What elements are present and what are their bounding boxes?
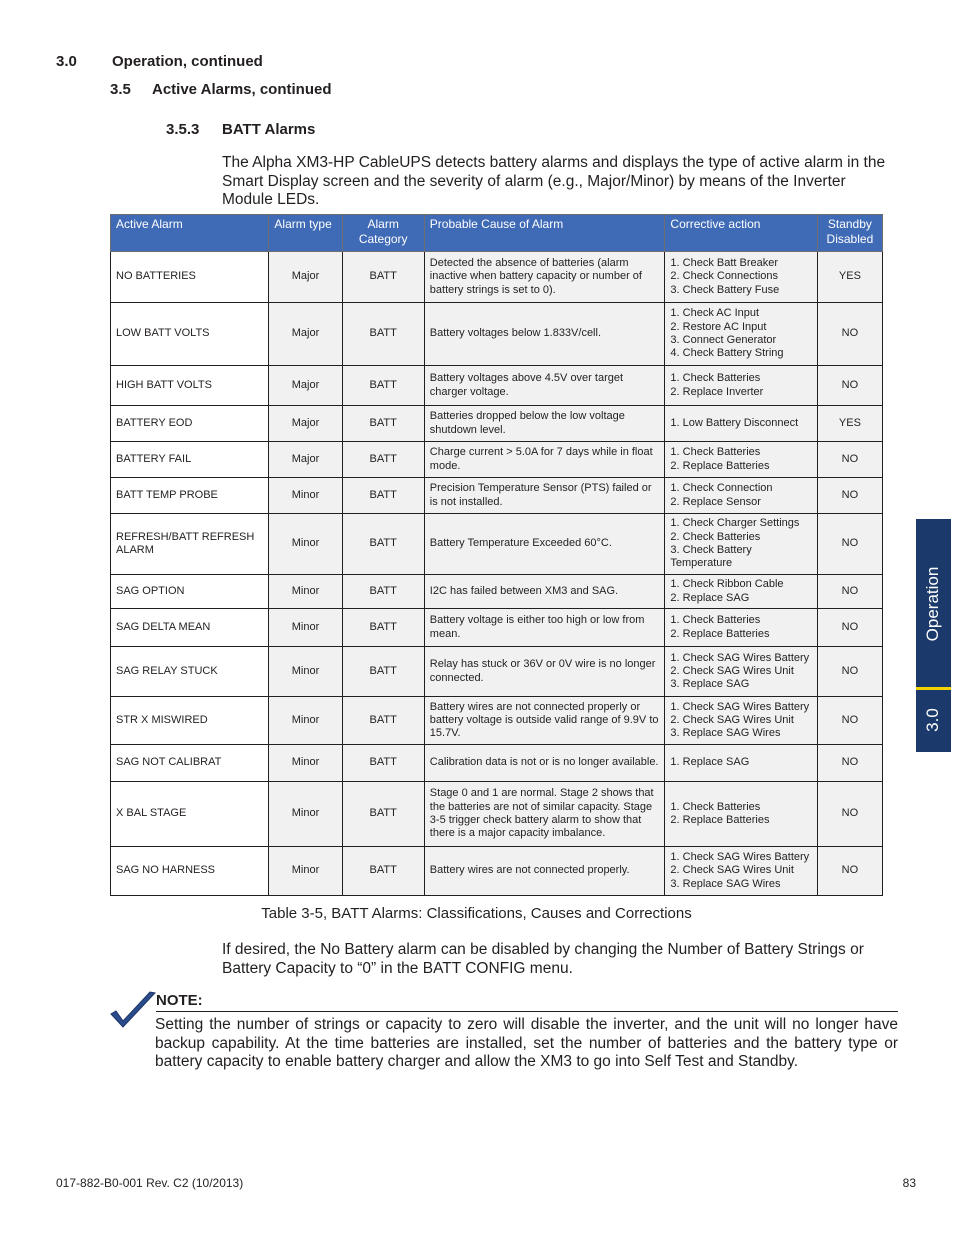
alarm-type-cell: Minor (269, 478, 342, 514)
alarm-type-cell: Minor (269, 782, 342, 847)
header-alarm-category: Alarm Category (342, 215, 424, 252)
probable-cause-cell: Battery voltages above 4.5V over target charger voltage. (424, 366, 665, 406)
standby-disabled-cell: NO (817, 478, 882, 514)
corrective-action-item: 1. Replace SAG (670, 756, 750, 769)
section-heading (56, 53, 263, 70)
table-row (111, 514, 883, 575)
standby-disabled-cell: NO (817, 745, 882, 782)
probable-cause-cell: Relay has stuck or 36V or 0V wire is no longer connected. (424, 647, 665, 697)
alarm-type-cell: Minor (269, 575, 342, 609)
corrective-action-item: 1. Check Batteries (670, 800, 761, 813)
alarm-name-cell: SAG RELAY STUCK (111, 647, 269, 697)
table-caption: Table 3-5, BATT Alarms: Classifications, Causes and Corrections (261, 905, 692, 922)
corrective-action-item: 1. Check Charger Settings (670, 517, 800, 530)
probable-cause-cell: Detected the absence of batteries (alarm inactive when battery capacity or number of battery strings is set to 0). (424, 252, 665, 303)
side-tab-separator (916, 687, 951, 690)
alarm-type-cell: Minor (269, 697, 342, 745)
standby-disabled-cell: NO (817, 697, 882, 745)
table-row (111, 609, 883, 647)
header-standby-disabled: Standby Disabled (817, 215, 882, 252)
alarm-type-cell: Minor (269, 609, 342, 647)
corrective-action-cell (665, 697, 817, 745)
corrective-action-item: 2. Check SAG Wires Unit (670, 713, 794, 726)
side-tab-title: Operation (923, 566, 942, 642)
alarm-name-cell: SAG NOT CALIBRAT (111, 745, 269, 782)
subsection-number: 3.5 (110, 81, 131, 98)
probable-cause-cell: Battery wires are not connected properly or battery voltage is outside valid range of 9.9V to 15.7V. (424, 697, 665, 745)
alarm-type-cell: Minor (269, 745, 342, 782)
corrective-action-cell (665, 575, 817, 609)
alarm-name-cell: NO BATTERIES (111, 252, 269, 303)
subsubsection-title: BATT Alarms (222, 121, 316, 138)
corrective-action-cell (665, 609, 817, 647)
alarm-category-cell: BATT (342, 697, 424, 745)
table-row (111, 252, 883, 303)
note-body: Setting the number of strings or capacity to zero will disable the inverter, and the unit will no longer have backup capability. At the time batteries are installed, set the number of batteries and the battery type or battery capacity to enable battery charger and allow the XM3 to go into Self Test and Standby. (155, 1016, 898, 1070)
standby-disabled-cell: YES (817, 252, 882, 303)
table-row (111, 303, 883, 366)
alarm-category-cell: BATT (342, 647, 424, 697)
corrective-action-cell (665, 478, 817, 514)
corrective-action-item: 1. Check SAG Wires Battery (670, 651, 810, 664)
corrective-action-item: 3. Replace SAG (670, 678, 750, 691)
table-row (111, 478, 883, 514)
corrective-action-cell (665, 366, 817, 406)
alarm-type-cell: Minor (269, 647, 342, 697)
batt-alarms-table (110, 214, 883, 896)
table-row (111, 442, 883, 478)
corrective-action-cell (665, 782, 817, 847)
corrective-action-item: 2. Check SAG Wires Unit (670, 864, 794, 877)
alarm-name-cell: BATTERY EOD (111, 406, 269, 442)
table-row (111, 847, 883, 896)
alarm-type-cell: Minor (269, 514, 342, 575)
corrective-action-cell (665, 252, 817, 303)
subsection-heading (110, 81, 332, 98)
corrective-action-item: 1. Check SAG Wires Battery (670, 700, 810, 713)
alarm-name-cell: SAG OPTION (111, 575, 269, 609)
subsubsection-heading (166, 121, 315, 138)
alarm-type-cell: Major (269, 303, 342, 366)
probable-cause-cell: Battery Temperature Exceeded 60°C. (424, 514, 665, 575)
corrective-action-cell (665, 406, 817, 442)
table-row (111, 406, 883, 442)
corrective-action-cell (665, 303, 817, 366)
alarm-category-cell: BATT (342, 303, 424, 366)
corrective-action-item: 2. Replace Sensor (670, 495, 761, 508)
subsection-title: Active Alarms, continued (152, 81, 332, 98)
standby-disabled-cell: NO (817, 366, 882, 406)
corrective-action-item: 2. Replace SAG (670, 591, 750, 604)
corrective-action-item: 2. Replace Batteries (670, 627, 770, 640)
standby-disabled-cell: NO (817, 575, 882, 609)
corrective-action-item: 3. Check Battery Fuse (670, 283, 780, 296)
corrective-action-cell (665, 847, 817, 896)
alarm-category-cell: BATT (342, 575, 424, 609)
probable-cause-cell: I2C has failed between XM3 and SAG. (424, 575, 665, 609)
corrective-action-item: 3. Replace SAG Wires (670, 727, 781, 740)
table-row (111, 647, 883, 697)
corrective-action-item: 1. Check AC Input (670, 307, 760, 320)
standby-disabled-cell: NO (817, 847, 882, 896)
corrective-action-item: 2. Check Batteries (670, 530, 761, 543)
note-divider (156, 1011, 898, 1012)
side-tab-number: 3.0 (923, 708, 942, 732)
corrective-action-item: 2. Replace Batteries (670, 814, 770, 826)
checkmark-icon (108, 990, 158, 1032)
standby-disabled-cell: NO (817, 442, 882, 478)
table-row (111, 745, 883, 782)
standby-disabled-cell: NO (817, 514, 882, 575)
section-number: 3.0 (56, 53, 77, 70)
alarm-category-cell: BATT (342, 366, 424, 406)
corrective-action-cell (665, 442, 817, 478)
corrective-action-item: 1. Check SAG Wires Battery (670, 851, 810, 864)
probable-cause-cell: Precision Temperature Sensor (PTS) failed or is not installed. (424, 478, 665, 514)
corrective-action-item: 2. Check SAG Wires Unit (670, 664, 794, 677)
note-label: NOTE: (156, 992, 203, 1009)
corrective-action-item: 1. Check Connection (670, 482, 773, 495)
alarm-type-cell: Major (269, 442, 342, 478)
corrective-action-item: 3. Check Battery Temperature (670, 544, 752, 570)
corrective-action-cell (665, 745, 817, 782)
alarm-category-cell: BATT (342, 745, 424, 782)
disable-paragraph: If desired, the No Battery alarm can be disabled by changing the Number of Battery Strings or Battery Capacity to “0” in the BATT CONFIG menu. (222, 941, 864, 977)
alarm-category-cell: BATT (342, 252, 424, 303)
header-alarm-type: Alarm type (269, 215, 342, 252)
probable-cause-cell: Calibration data is not or is no longer available. (424, 745, 665, 782)
corrective-action-item: 2. Check Connections (670, 270, 779, 283)
alarm-name-cell: X BAL STAGE (111, 782, 269, 847)
table-header-row (111, 215, 883, 252)
footer-page-number: 83 (902, 1176, 916, 1190)
alarm-category-cell: BATT (342, 609, 424, 647)
alarm-type-cell: Minor (269, 847, 342, 896)
probable-cause-cell: Battery voltages below 1.833V/cell. (424, 303, 665, 366)
alarm-type-cell: Major (269, 366, 342, 406)
section-title: Operation, continued (112, 53, 263, 70)
subsubsection-number: 3.5.3 (166, 121, 200, 138)
alarm-category-cell: BATT (342, 847, 424, 896)
alarm-name-cell: REFRESH/BATT REFRESH ALARM (111, 514, 269, 575)
standby-disabled-cell: NO (817, 647, 882, 697)
header-active-alarm: Active Alarm (111, 215, 269, 252)
corrective-action-cell (665, 514, 817, 575)
alarm-name-cell: STR X MISWIRED (111, 697, 269, 745)
table-body (111, 252, 883, 896)
alarm-category-cell: BATT (342, 478, 424, 514)
standby-disabled-cell: NO (817, 782, 882, 847)
corrective-action-item: 1. Low Battery Disconnect (670, 416, 799, 429)
corrective-action-item: 4. Check Battery String (670, 347, 784, 360)
table-row (111, 697, 883, 745)
header-probable-cause: Probable Cause of Alarm (424, 215, 665, 252)
alarm-category-cell: BATT (342, 442, 424, 478)
alarm-name-cell: LOW BATT VOLTS (111, 303, 269, 366)
alarm-name-cell: HIGH BATT VOLTS (111, 366, 269, 406)
probable-cause-cell: Batteries dropped below the low voltage shutdown level. (424, 406, 665, 442)
alarm-name-cell: BATTERY FAIL (111, 442, 269, 478)
corrective-action-item: 2. Replace Inverter (670, 385, 764, 398)
alarm-type-cell: Major (269, 406, 342, 442)
corrective-action-item: 1. Check Batteries (670, 446, 761, 459)
alarm-name-cell: SAG NO HARNESS (111, 847, 269, 896)
corrective-action-item: 1. Check Ribbon Cable (670, 578, 784, 591)
standby-disabled-cell: NO (817, 609, 882, 647)
standby-disabled-cell: NO (817, 303, 882, 366)
standby-disabled-cell: YES (817, 406, 882, 442)
alarm-name-cell: BATT TEMP PROBE (111, 478, 269, 514)
corrective-action-cell (665, 647, 817, 697)
table-row (111, 782, 883, 847)
header-corrective-action: Corrective action (665, 215, 817, 252)
corrective-action-item: 3. Replace SAG Wires (670, 877, 781, 890)
alarm-category-cell: BATT (342, 782, 424, 847)
probable-cause-cell: Charge current > 5.0A for 7 days while in float mode. (424, 442, 665, 478)
probable-cause-cell: Stage 0 and 1 are normal. Stage 2 shows that the batteries are not of similar capacity. Stage 3-5 trigger check battery alarm to show that there is a major capacity imbalance. (424, 782, 665, 847)
probable-cause-cell: Battery voltage is either too high or low from mean. (424, 609, 665, 647)
corrective-action-item: 3. Connect Generator (670, 334, 777, 346)
table-row (111, 366, 883, 406)
alarm-type-cell: Major (269, 252, 342, 303)
corrective-action-item: 1. Check Batteries (670, 372, 761, 385)
corrective-action-item: 1. Check Batt Breaker (670, 257, 779, 270)
table-row (111, 575, 883, 609)
alarm-category-cell: BATT (342, 514, 424, 575)
intro-paragraph: The Alpha XM3-HP CableUPS detects battery alarms and displays the type of active alarm in the Smart Display screen and the severity of alarm (e.g., Major/Minor) by means of the Inverter Module LEDs. (222, 154, 886, 208)
corrective-action-item: 2. Restore AC Input (670, 320, 767, 333)
alarm-name-cell: SAG DELTA MEAN (111, 609, 269, 647)
corrective-action-item: 2. Replace Batteries (670, 459, 770, 472)
corrective-action-item: 1. Check Batteries (670, 614, 761, 627)
alarm-category-cell: BATT (342, 406, 424, 442)
probable-cause-cell: Battery wires are not connected properly. (424, 847, 665, 896)
footer-doc-number: 017-882-B0-001 Rev. C2 (10/2013) (56, 1176, 244, 1190)
